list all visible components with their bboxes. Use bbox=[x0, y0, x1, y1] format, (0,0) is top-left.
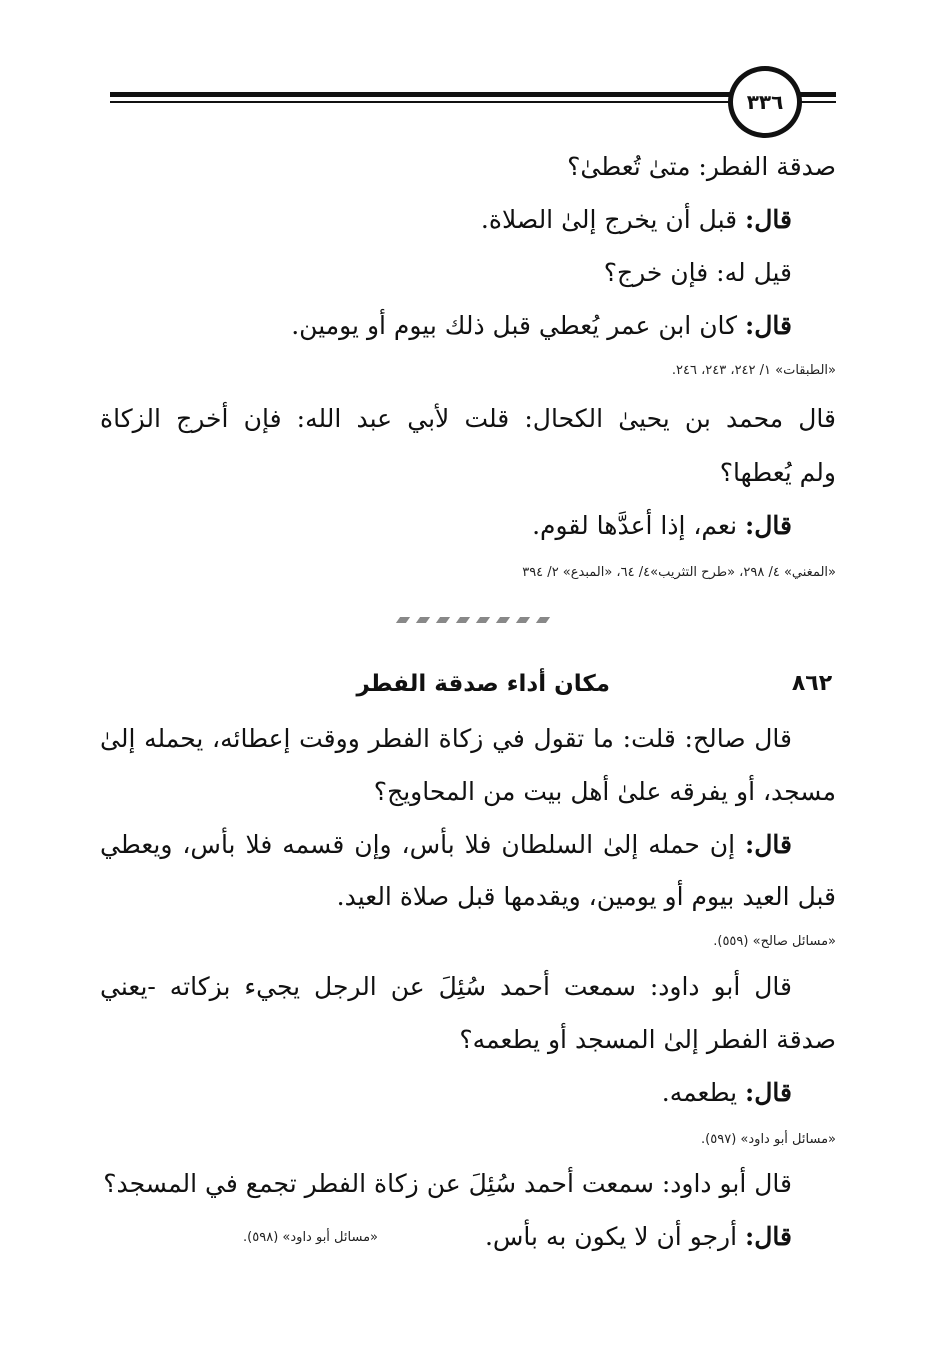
header-rule-tail bbox=[800, 92, 836, 106]
section-divider-ornament bbox=[398, 612, 548, 628]
answer-label: قال: bbox=[745, 311, 792, 340]
answer-line bbox=[56, 306, 792, 346]
paragraph-line: قال صالح: قلت: ما تقول في زكاة الفطر ووقت إعطائه، يحمله إلىٰ bbox=[100, 724, 792, 753]
paragraph-line: قال أبو داود: سمعت أحمد سُئِلَ عن الرجل يجيء بزكاته -يعني bbox=[100, 972, 792, 1001]
answer-line bbox=[100, 825, 792, 865]
answer-text: إن حمله إلىٰ السلطان فلا بأس، وإن قسمه فلا بأس، ويعطي bbox=[100, 830, 746, 859]
answer-line bbox=[56, 506, 792, 546]
section-title: مكان أداء صدقة الفطر bbox=[356, 671, 610, 697]
source-citation: «مسائل أبو داود» (٥٩٨). bbox=[243, 1230, 378, 1245]
paragraph-line: صدقة الفطر إلىٰ المسجد أو يطعمه؟ bbox=[459, 1025, 836, 1054]
answer-label: قال: bbox=[745, 205, 792, 234]
source-citation: «مسائل أبو داود» (٥٩٧). bbox=[701, 1132, 836, 1147]
answer-text: نعم، إذا أعدَّها لقوم. bbox=[532, 511, 746, 540]
page-number: ٣٣٦ bbox=[746, 90, 784, 114]
paragraph-line: قال أبو داود: سمعت أحمد سُئِلَ عن زكاة الفطر تجمع في المسجد؟ bbox=[103, 1169, 792, 1198]
answer-line bbox=[56, 200, 792, 240]
answer-text: قبل أن يخرج إلىٰ الصلاة. bbox=[480, 205, 746, 234]
source-citation: «الطبقات» ١/ ٢٤٢، ٢٤٣، ٢٤٦. bbox=[671, 363, 836, 378]
source-citation: «مسائل صالح» (٥٥٩). bbox=[713, 934, 836, 949]
answer-text: يطعمه. bbox=[661, 1078, 746, 1107]
paragraph-line: قبل العيد بيوم أو يومين، ويقدمها قبل صلاة العيد. bbox=[336, 882, 836, 911]
page-number-badge bbox=[728, 66, 802, 138]
paragraph-line: قال محمد بن يحيىٰ الكحال: قلت لأبي عبد الله: فإن أخرج الزكاة bbox=[100, 404, 836, 433]
header-rule bbox=[110, 92, 730, 106]
answer-label: قال: bbox=[745, 511, 792, 540]
answer-label: قال: bbox=[745, 1222, 792, 1251]
question-line: صدقة الفطر: متىٰ تُعطىٰ؟ bbox=[567, 152, 836, 181]
question-line: قيل له: فإن خرج؟ bbox=[603, 258, 792, 287]
answer-line bbox=[56, 1073, 792, 1113]
answer-line bbox=[362, 1217, 792, 1257]
answer-label: قال: bbox=[745, 1078, 792, 1107]
paragraph-line: ولم يُعطها؟ bbox=[719, 458, 836, 487]
paragraph-line: مسجد، أو يفرقه علىٰ أهل بيت من المحاويج؟ bbox=[373, 777, 836, 806]
answer-label: قال: bbox=[745, 830, 792, 859]
answer-text: أرجو أن لا يكون به بأس. bbox=[484, 1222, 746, 1251]
source-citation: «المغني» ٤/ ٢٩٨، «طرح التثريب»٤/ ٦٤، «المبدع» ٢/ ٣٩٤ bbox=[522, 565, 836, 580]
answer-text: كان ابن عمر يُعطي قبل ذلك بيوم أو يومين. bbox=[291, 311, 746, 340]
section-number: ٨٦٢ bbox=[791, 671, 833, 696]
